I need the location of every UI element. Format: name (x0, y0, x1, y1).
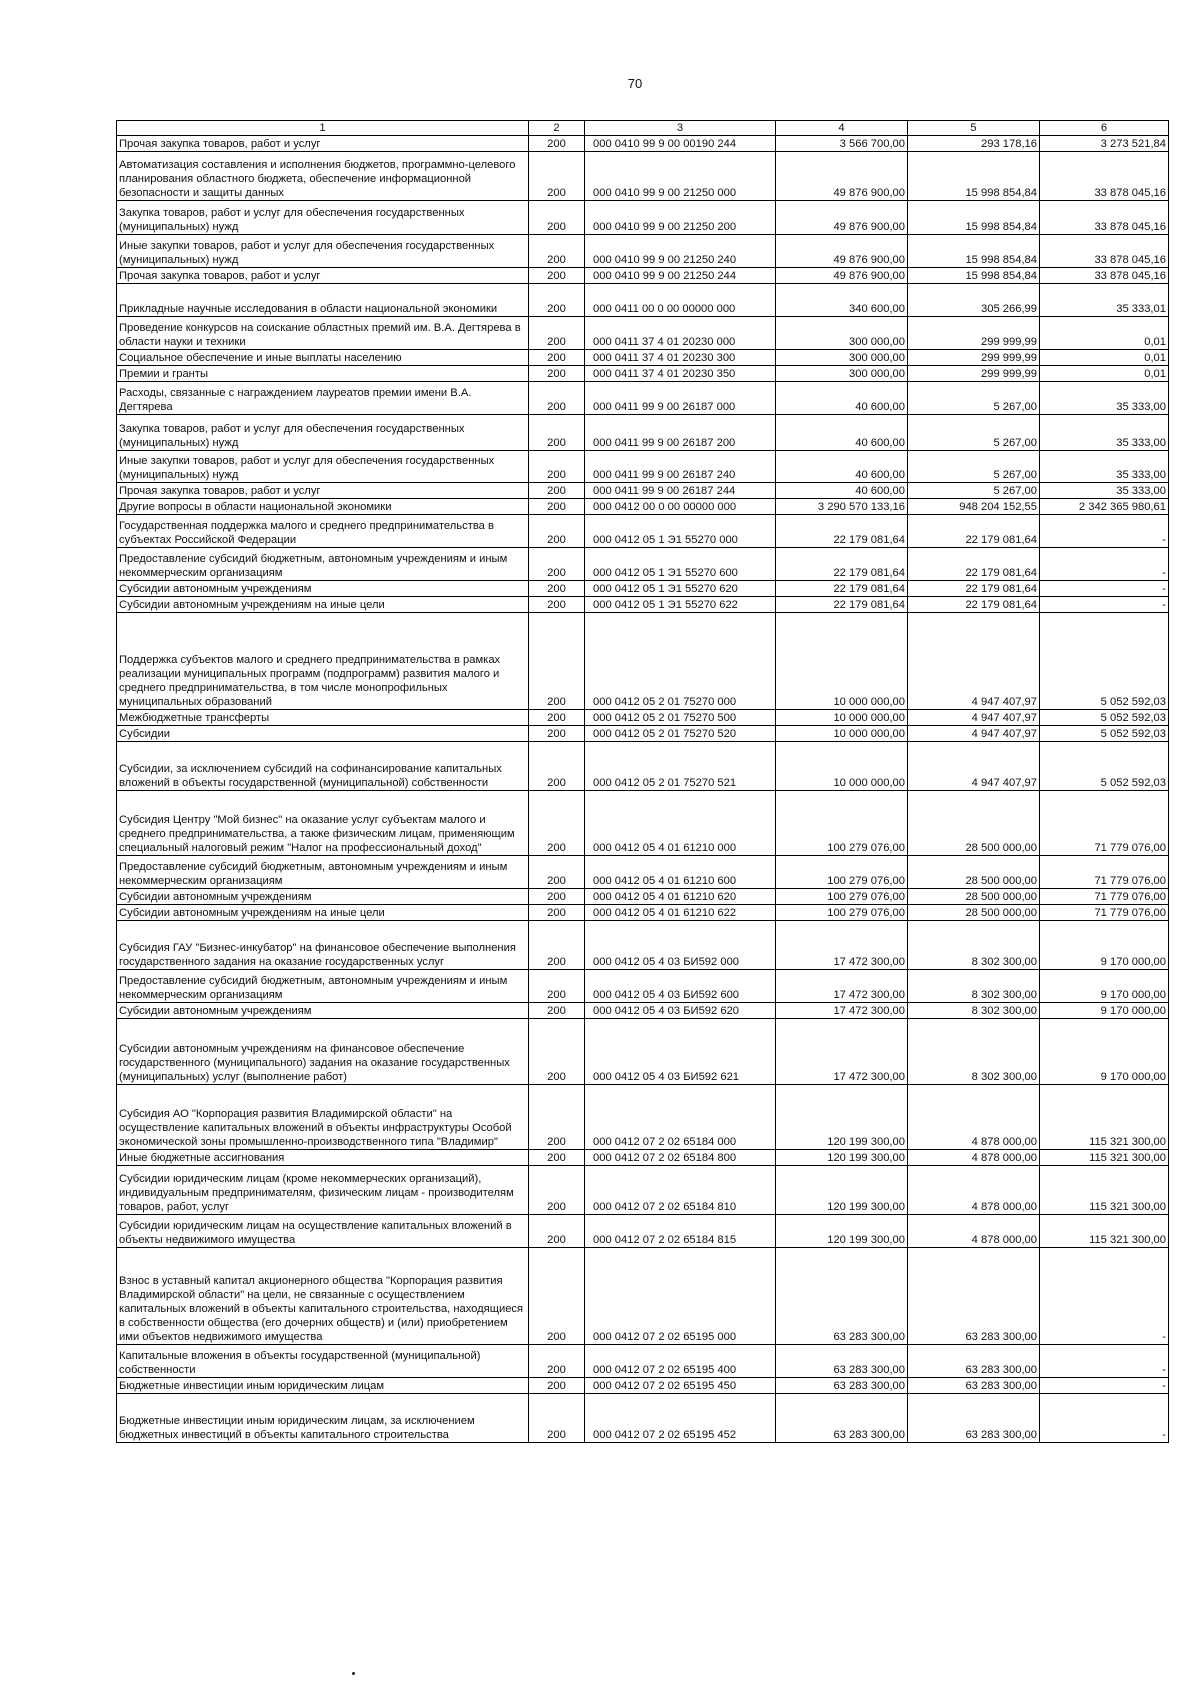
row-code-cell: 000 0410 99 9 00 21250 000 (585, 152, 776, 201)
row-remaining-cell: 33 878 045,16 (1040, 201, 1169, 235)
table-row (117, 317, 1169, 350)
row-approved-cell: 17 472 300,00 (776, 921, 908, 970)
row-grbs-cell: 200 (529, 1394, 585, 1443)
row-remaining-cell: 9 170 000,00 (1040, 1003, 1169, 1019)
row-code-cell: 000 0412 05 4 01 61210 000 (585, 791, 776, 856)
row-executed-cell: 4 878 000,00 (908, 1085, 1040, 1150)
table-row (117, 791, 1169, 856)
row-name-cell: Закупка товаров, работ и услуг для обеспечения государственных (муниципальных) нужд (117, 415, 529, 451)
row-code-cell: 000 0412 07 2 02 65195 000 (585, 1248, 776, 1345)
row-executed-cell: 8 302 300,00 (908, 970, 1040, 1003)
row-code-cell: 000 0412 05 1 Э1 55270 600 (585, 548, 776, 581)
row-grbs-cell: 200 (529, 889, 585, 905)
table-row (117, 515, 1169, 548)
row-name-cell: Расходы, связанные с награждением лауреатов премии имени В.А. Дегтярева (117, 382, 529, 415)
table-row (117, 1166, 1169, 1215)
row-code-cell: 000 0411 00 0 00 00000 000 (585, 284, 776, 317)
table-row (117, 268, 1169, 284)
row-grbs-cell: 200 (529, 581, 585, 597)
row-remaining-cell: 35 333,00 (1040, 483, 1169, 499)
row-approved-cell: 63 283 300,00 (776, 1248, 908, 1345)
row-remaining-cell: 33 878 045,16 (1040, 152, 1169, 201)
row-grbs-cell: 200 (529, 726, 585, 742)
column-header-5: 5 (908, 121, 1040, 136)
row-executed-cell: 8 302 300,00 (908, 1019, 1040, 1085)
row-grbs-cell: 200 (529, 451, 585, 483)
row-approved-cell: 300 000,00 (776, 317, 908, 350)
table-row (117, 1215, 1169, 1248)
table-row (117, 970, 1169, 1003)
row-code-cell: 000 0410 99 9 00 21250 200 (585, 201, 776, 235)
row-executed-cell: 4 947 407,97 (908, 710, 1040, 726)
row-approved-cell: 120 199 300,00 (776, 1085, 908, 1150)
table-row (117, 710, 1169, 726)
table-row (117, 499, 1169, 515)
row-executed-cell: 8 302 300,00 (908, 1003, 1040, 1019)
row-name-cell: Субсидия ГАУ "Бизнес-инкубатор" на финансовое обеспечение выполнения государственного задания на оказание государственных услуг (117, 921, 529, 970)
row-code-cell: 000 0412 00 0 00 00000 000 (585, 499, 776, 515)
row-name-cell: Прикладные научные исследования в области национальной экономики (117, 284, 529, 317)
table-row (117, 613, 1169, 710)
row-grbs-cell: 200 (529, 350, 585, 366)
row-code-cell: 000 0412 05 4 03 БИ592 600 (585, 970, 776, 1003)
row-approved-cell: 10 000 000,00 (776, 613, 908, 710)
row-code-cell: 000 0410 99 9 00 21250 244 (585, 268, 776, 284)
row-approved-cell: 40 600,00 (776, 483, 908, 499)
row-name-cell: Иные закупки товаров, работ и услуг для обеспечения государственных (муниципальных) нужд (117, 235, 529, 268)
row-name-cell: Субсидии автономным учреждениям (117, 581, 529, 597)
row-executed-cell: 22 179 081,64 (908, 581, 1040, 597)
row-executed-cell: 299 999,99 (908, 350, 1040, 366)
row-approved-cell: 63 283 300,00 (776, 1394, 908, 1443)
row-code-cell: 000 0412 05 1 Э1 55270 000 (585, 515, 776, 548)
row-remaining-cell: 5 052 592,03 (1040, 726, 1169, 742)
row-name-cell: Бюджетные инвестиции иным юридическим лицам, за исключением бюджетных инвестиций в объекты капитального строительства (117, 1394, 529, 1443)
row-name-cell: Бюджетные инвестиции иным юридическим лицам (117, 1378, 529, 1394)
row-remaining-cell: 5 052 592,03 (1040, 742, 1169, 791)
table-row (117, 581, 1169, 597)
row-remaining-cell: 35 333,00 (1040, 415, 1169, 451)
row-code-cell: 000 0412 05 4 03 БИ592 620 (585, 1003, 776, 1019)
table-row (117, 889, 1169, 905)
row-approved-cell: 22 179 081,64 (776, 581, 908, 597)
row-executed-cell: 4 947 407,97 (908, 742, 1040, 791)
row-grbs-cell: 200 (529, 1248, 585, 1345)
row-remaining-cell: 35 333,00 (1040, 382, 1169, 415)
row-code-cell: 000 0411 37 4 01 20230 350 (585, 366, 776, 382)
row-executed-cell: 293 178,16 (908, 136, 1040, 152)
row-grbs-cell: 200 (529, 613, 585, 710)
row-remaining-cell: - (1040, 581, 1169, 597)
row-approved-cell: 17 472 300,00 (776, 1003, 908, 1019)
row-remaining-cell: 0,01 (1040, 317, 1169, 350)
row-code-cell: 000 0412 05 2 01 75270 000 (585, 613, 776, 710)
row-executed-cell: 28 500 000,00 (908, 905, 1040, 921)
table-body (117, 136, 1169, 1443)
row-remaining-cell: 2 342 365 980,61 (1040, 499, 1169, 515)
row-code-cell: 000 0412 07 2 02 65184 815 (585, 1215, 776, 1248)
row-executed-cell: 15 998 854,84 (908, 152, 1040, 201)
row-remaining-cell: 115 321 300,00 (1040, 1150, 1169, 1166)
row-executed-cell: 28 500 000,00 (908, 791, 1040, 856)
row-executed-cell: 299 999,99 (908, 366, 1040, 382)
row-executed-cell: 22 179 081,64 (908, 515, 1040, 548)
row-grbs-cell: 200 (529, 201, 585, 235)
row-grbs-cell: 200 (529, 366, 585, 382)
row-executed-cell: 4 878 000,00 (908, 1166, 1040, 1215)
row-executed-cell: 15 998 854,84 (908, 235, 1040, 268)
row-executed-cell: 22 179 081,64 (908, 548, 1040, 581)
row-name-cell: Субсидии автономным учреждениям (117, 889, 529, 905)
row-approved-cell: 3 290 570 133,16 (776, 499, 908, 515)
table-row (117, 451, 1169, 483)
row-grbs-cell: 200 (529, 791, 585, 856)
row-remaining-cell: 115 321 300,00 (1040, 1085, 1169, 1150)
row-approved-cell: 100 279 076,00 (776, 905, 908, 921)
row-grbs-cell: 200 (529, 742, 585, 791)
column-header-2: 2 (529, 121, 585, 136)
row-name-cell: Иные закупки товаров, работ и услуг для обеспечения государственных (муниципальных) нужд (117, 451, 529, 483)
row-executed-cell: 63 283 300,00 (908, 1394, 1040, 1443)
row-approved-cell: 300 000,00 (776, 350, 908, 366)
row-approved-cell: 100 279 076,00 (776, 889, 908, 905)
row-code-cell: 000 0412 07 2 02 65184 800 (585, 1150, 776, 1166)
row-executed-cell: 63 283 300,00 (908, 1378, 1040, 1394)
row-approved-cell: 49 876 900,00 (776, 152, 908, 201)
row-name-cell: Другие вопросы в области национальной экономики (117, 499, 529, 515)
row-name-cell: Субсидии юридическим лицам (кроме некоммерческих организаций), индивидуальным предпринимателям, физическим лицам - производителям товаров, работ, услуг (117, 1166, 529, 1215)
row-approved-cell: 40 600,00 (776, 415, 908, 451)
table-row (117, 1019, 1169, 1085)
table-row (117, 1378, 1169, 1394)
row-remaining-cell: - (1040, 1248, 1169, 1345)
row-code-cell: 000 0410 99 9 00 21250 240 (585, 235, 776, 268)
row-executed-cell: 5 267,00 (908, 451, 1040, 483)
row-remaining-cell: - (1040, 597, 1169, 613)
row-grbs-cell: 200 (529, 483, 585, 499)
row-code-cell: 000 0411 99 9 00 26187 240 (585, 451, 776, 483)
row-approved-cell: 63 283 300,00 (776, 1345, 908, 1378)
table-row (117, 284, 1169, 317)
row-remaining-cell: 71 779 076,00 (1040, 791, 1169, 856)
row-remaining-cell: - (1040, 1345, 1169, 1378)
row-code-cell: 000 0412 05 2 01 75270 520 (585, 726, 776, 742)
row-approved-cell: 49 876 900,00 (776, 235, 908, 268)
row-approved-cell: 100 279 076,00 (776, 856, 908, 889)
row-executed-cell: 28 500 000,00 (908, 856, 1040, 889)
table-row (117, 1248, 1169, 1345)
table-row (117, 548, 1169, 581)
row-approved-cell: 10 000 000,00 (776, 710, 908, 726)
table-row (117, 350, 1169, 366)
row-remaining-cell: 35 333,01 (1040, 284, 1169, 317)
row-executed-cell: 4 878 000,00 (908, 1150, 1040, 1166)
row-code-cell: 000 0411 37 4 01 20230 000 (585, 317, 776, 350)
row-name-cell: Межбюджетные трансферты (117, 710, 529, 726)
row-name-cell: Субсидии автономным учреждениям (117, 1003, 529, 1019)
row-remaining-cell: 115 321 300,00 (1040, 1215, 1169, 1248)
column-header-6: 6 (1040, 121, 1169, 136)
row-code-cell: 000 0410 99 9 00 00190 244 (585, 136, 776, 152)
table-row (117, 136, 1169, 152)
row-executed-cell: 299 999,99 (908, 317, 1040, 350)
row-approved-cell: 22 179 081,64 (776, 548, 908, 581)
row-code-cell: 000 0411 37 4 01 20230 300 (585, 350, 776, 366)
row-executed-cell: 8 302 300,00 (908, 921, 1040, 970)
row-remaining-cell: 9 170 000,00 (1040, 1019, 1169, 1085)
row-grbs-cell: 200 (529, 905, 585, 921)
column-header-3: 3 (585, 121, 776, 136)
row-code-cell: 000 0412 05 4 01 61210 600 (585, 856, 776, 889)
row-remaining-cell: - (1040, 548, 1169, 581)
row-remaining-cell: 115 321 300,00 (1040, 1166, 1169, 1215)
row-executed-cell: 22 179 081,64 (908, 597, 1040, 613)
row-executed-cell: 63 283 300,00 (908, 1248, 1040, 1345)
row-code-cell: 000 0412 05 4 03 БИ592 000 (585, 921, 776, 970)
row-approved-cell: 300 000,00 (776, 366, 908, 382)
column-number-row (117, 121, 1169, 136)
row-name-cell: Субсидии автономным учреждениям на иные цели (117, 905, 529, 921)
row-approved-cell: 17 472 300,00 (776, 1019, 908, 1085)
row-name-cell: Субсидия АО "Корпорация развития Владимирской области" на осуществление капитальных вложений в объекты инфраструктуры Особой экономической зоны промышленно-производственного типа "Владимир" (117, 1085, 529, 1150)
row-code-cell: 000 0411 99 9 00 26187 244 (585, 483, 776, 499)
row-remaining-cell: - (1040, 515, 1169, 548)
row-executed-cell: 15 998 854,84 (908, 201, 1040, 235)
budget-table (116, 120, 1169, 1443)
column-header-1: 1 (117, 121, 529, 136)
row-grbs-cell: 200 (529, 415, 585, 451)
row-grbs-cell: 200 (529, 1215, 585, 1248)
row-remaining-cell: 0,01 (1040, 366, 1169, 382)
row-name-cell: Субсидии, за исключением субсидий на софинансирование капитальных вложений в объекты государственной (муниципальной) собственности (117, 742, 529, 791)
row-executed-cell: 5 267,00 (908, 382, 1040, 415)
row-remaining-cell: 71 779 076,00 (1040, 889, 1169, 905)
row-code-cell: 000 0412 05 4 03 БИ592 621 (585, 1019, 776, 1085)
table-row (117, 415, 1169, 451)
row-name-cell: Поддержка субъектов малого и среднего предпринимательства в рамках реализации муниципальных программ (подпрограмм) развития малого и среднего предпринимательства, в том числе монопрофильных муниципальных образований (117, 613, 529, 710)
row-grbs-cell: 200 (529, 136, 585, 152)
row-remaining-cell: 33 878 045,16 (1040, 268, 1169, 284)
row-executed-cell: 15 998 854,84 (908, 268, 1040, 284)
row-name-cell: Государственная поддержка малого и среднего предпринимательства в субъектах Российской Федерации (117, 515, 529, 548)
row-approved-cell: 10 000 000,00 (776, 726, 908, 742)
table-row (117, 382, 1169, 415)
row-executed-cell: 4 947 407,97 (908, 726, 1040, 742)
row-grbs-cell: 200 (529, 268, 585, 284)
column-header-4: 4 (776, 121, 908, 136)
table-row (117, 1345, 1169, 1378)
row-remaining-cell: 3 273 521,84 (1040, 136, 1169, 152)
row-executed-cell: 5 267,00 (908, 483, 1040, 499)
row-name-cell: Капитальные вложения в объекты государственной (муниципальной) собственности (117, 1345, 529, 1378)
row-name-cell: Субсидия Центру "Мой бизнес" на оказание услуг субъектам малого и среднего предпринимательства, а также физическим лицам, применяющим специальный налоговый режим "Налог на профессиональный доход" (117, 791, 529, 856)
row-grbs-cell: 200 (529, 856, 585, 889)
row-approved-cell: 17 472 300,00 (776, 970, 908, 1003)
row-remaining-cell: - (1040, 1394, 1169, 1443)
row-remaining-cell: 5 052 592,03 (1040, 710, 1169, 726)
row-code-cell: 000 0412 07 2 02 65184 000 (585, 1085, 776, 1150)
row-executed-cell: 4 947 407,97 (908, 613, 1040, 710)
table-row (117, 905, 1169, 921)
row-executed-cell: 63 283 300,00 (908, 1345, 1040, 1378)
table-row (117, 1394, 1169, 1443)
row-executed-cell: 305 266,99 (908, 284, 1040, 317)
table-row (117, 152, 1169, 201)
row-name-cell: Предоставление субсидий бюджетным, автономным учреждениям и иным некоммерческим организациям (117, 970, 529, 1003)
table-row (117, 201, 1169, 235)
row-approved-cell: 40 600,00 (776, 451, 908, 483)
row-grbs-cell: 200 (529, 1345, 585, 1378)
row-executed-cell: 5 267,00 (908, 415, 1040, 451)
table-row (117, 366, 1169, 382)
row-name-cell: Премии и гранты (117, 366, 529, 382)
row-approved-cell: 100 279 076,00 (776, 791, 908, 856)
row-grbs-cell: 200 (529, 921, 585, 970)
row-code-cell: 000 0412 05 1 Э1 55270 620 (585, 581, 776, 597)
row-code-cell: 000 0412 05 2 01 75270 500 (585, 710, 776, 726)
table-row (117, 742, 1169, 791)
row-executed-cell: 28 500 000,00 (908, 889, 1040, 905)
row-approved-cell: 120 199 300,00 (776, 1215, 908, 1248)
row-code-cell: 000 0412 07 2 02 65195 452 (585, 1394, 776, 1443)
row-grbs-cell: 200 (529, 515, 585, 548)
row-name-cell: Автоматизация составления и исполнения бюджетов, программно-целевого планирования областного бюджета, обеспечение информационной безопасности и защиты данных (117, 152, 529, 201)
row-name-cell: Предоставление субсидий бюджетным, автономным учреждениям и иным некоммерческим организациям (117, 856, 529, 889)
row-code-cell: 000 0412 05 2 01 75270 521 (585, 742, 776, 791)
row-name-cell: Прочая закупка товаров, работ и услуг (117, 268, 529, 284)
row-grbs-cell: 200 (529, 1378, 585, 1394)
table-row (117, 597, 1169, 613)
row-grbs-cell: 200 (529, 1166, 585, 1215)
row-approved-cell: 10 000 000,00 (776, 742, 908, 791)
page-number: 70 (627, 76, 643, 91)
row-code-cell: 000 0411 99 9 00 26187 200 (585, 415, 776, 451)
row-name-cell: Субсидии автономным учреждениям на иные цели (117, 597, 529, 613)
row-name-cell: Субсидии (117, 726, 529, 742)
row-grbs-cell: 200 (529, 548, 585, 581)
row-approved-cell: 340 600,00 (776, 284, 908, 317)
scan-dot-artifact (352, 1672, 355, 1675)
row-remaining-cell: 9 170 000,00 (1040, 921, 1169, 970)
row-remaining-cell: 9 170 000,00 (1040, 970, 1169, 1003)
row-code-cell: 000 0412 05 4 01 61210 622 (585, 905, 776, 921)
row-grbs-cell: 200 (529, 597, 585, 613)
row-name-cell: Закупка товаров, работ и услуг для обеспечения государственных (муниципальных) нужд (117, 201, 529, 235)
row-grbs-cell: 200 (529, 382, 585, 415)
row-code-cell: 000 0412 07 2 02 65195 450 (585, 1378, 776, 1394)
row-name-cell: Предоставление субсидий бюджетным, автономным учреждениям и иным некоммерческим организациям (117, 548, 529, 581)
row-executed-cell: 4 878 000,00 (908, 1215, 1040, 1248)
row-remaining-cell: 0,01 (1040, 350, 1169, 366)
row-approved-cell: 63 283 300,00 (776, 1378, 908, 1394)
row-name-cell: Прочая закупка товаров, работ и услуг (117, 483, 529, 499)
table-row (117, 856, 1169, 889)
table-row (117, 726, 1169, 742)
row-approved-cell: 3 566 700,00 (776, 136, 908, 152)
row-approved-cell: 22 179 081,64 (776, 515, 908, 548)
row-name-cell: Субсидии автономным учреждениям на финансовое обеспечение государственного (муниципального) задания на оказание государственных (муниципальных) услуг (выполнение работ) (117, 1019, 529, 1085)
row-executed-cell: 948 204 152,55 (908, 499, 1040, 515)
row-code-cell: 000 0412 05 4 01 61210 620 (585, 889, 776, 905)
row-remaining-cell: 5 052 592,03 (1040, 613, 1169, 710)
table-row (117, 1003, 1169, 1019)
row-approved-cell: 120 199 300,00 (776, 1150, 908, 1166)
row-code-cell: 000 0412 07 2 02 65184 810 (585, 1166, 776, 1215)
row-grbs-cell: 200 (529, 1019, 585, 1085)
row-remaining-cell: - (1040, 1378, 1169, 1394)
row-remaining-cell: 35 333,00 (1040, 451, 1169, 483)
table-row (117, 483, 1169, 499)
row-code-cell: 000 0411 99 9 00 26187 000 (585, 382, 776, 415)
row-grbs-cell: 200 (529, 317, 585, 350)
row-grbs-cell: 200 (529, 499, 585, 515)
table-row (117, 921, 1169, 970)
row-approved-cell: 40 600,00 (776, 382, 908, 415)
row-name-cell: Социальное обеспечение и иные выплаты населению (117, 350, 529, 366)
row-remaining-cell: 71 779 076,00 (1040, 905, 1169, 921)
row-grbs-cell: 200 (529, 284, 585, 317)
row-remaining-cell: 33 878 045,16 (1040, 235, 1169, 268)
table-row (117, 1150, 1169, 1166)
row-grbs-cell: 200 (529, 1150, 585, 1166)
row-grbs-cell: 200 (529, 970, 585, 1003)
row-grbs-cell: 200 (529, 710, 585, 726)
row-name-cell: Иные бюджетные ассигнования (117, 1150, 529, 1166)
row-grbs-cell: 200 (529, 235, 585, 268)
row-name-cell: Субсидии юридическим лицам на осуществление капитальных вложений в объекты недвижимого имущества (117, 1215, 529, 1248)
row-approved-cell: 22 179 081,64 (776, 597, 908, 613)
row-name-cell: Прочая закупка товаров, работ и услуг (117, 136, 529, 152)
row-approved-cell: 120 199 300,00 (776, 1166, 908, 1215)
row-grbs-cell: 200 (529, 1003, 585, 1019)
row-code-cell: 000 0412 07 2 02 65195 400 (585, 1345, 776, 1378)
row-name-cell: Проведение конкурсов на соискание областных премий им. В.А. Дегтярева в области науки и техники (117, 317, 529, 350)
row-code-cell: 000 0412 05 1 Э1 55270 622 (585, 597, 776, 613)
table-row (117, 235, 1169, 268)
row-approved-cell: 49 876 900,00 (776, 268, 908, 284)
table-row (117, 1085, 1169, 1150)
row-grbs-cell: 200 (529, 152, 585, 201)
row-remaining-cell: 71 779 076,00 (1040, 856, 1169, 889)
row-name-cell: Взнос в уставный капитал акционерного общества "Корпорация развития Владимирской области" на цели, не связанные с осуществлением капитальных вложений в объекты капитального строительства, находящиеся в собственности общества (его дочерних обществ) и (или) приобретением ими объектов недвижимого имущества (117, 1248, 529, 1345)
row-approved-cell: 49 876 900,00 (776, 201, 908, 235)
row-grbs-cell: 200 (529, 1085, 585, 1150)
